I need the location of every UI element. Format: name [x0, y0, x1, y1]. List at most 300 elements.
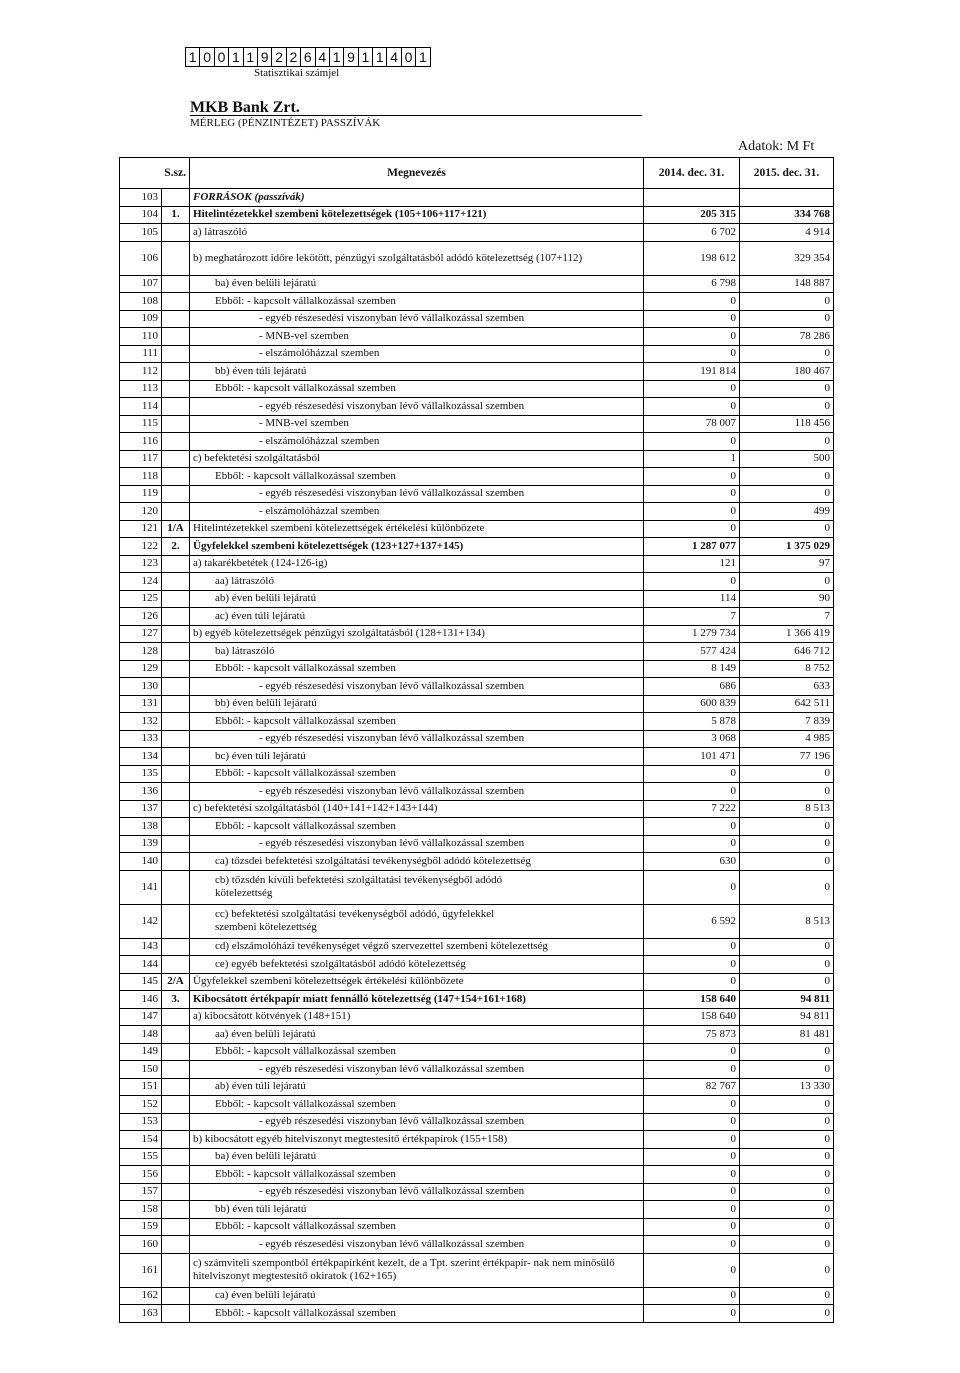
group-number — [162, 573, 190, 591]
row-label: - egyéb részesedési viszonyban lévő vállalkozással szemben — [259, 732, 525, 745]
group-number — [162, 730, 190, 748]
row-label: c) befektetési szolgáltatásból — [193, 452, 321, 465]
group-number — [162, 1305, 190, 1323]
row-number: 118 — [120, 468, 162, 486]
row-label-cell — [190, 520, 644, 538]
group-number — [162, 870, 190, 904]
row-number: 126 — [120, 608, 162, 626]
row-label-cell — [190, 1287, 644, 1305]
row-label-cell — [190, 1026, 644, 1044]
row-label-cell — [190, 1183, 644, 1201]
group-number — [162, 1061, 190, 1079]
table-row — [120, 433, 834, 451]
value-2014: 0 — [644, 1305, 740, 1323]
value-2014: 191 814 — [644, 363, 740, 381]
row-number: 134 — [120, 748, 162, 766]
row-label: aa) látraszóló — [215, 574, 274, 587]
row-label: cc) befektetési szolgáltatási tevékenységből adódó, ügyfelekkel szembeni kötelezettség — [215, 908, 495, 933]
row-label-cell — [190, 956, 644, 974]
table-row — [120, 1201, 834, 1219]
row-label-cell — [190, 991, 644, 1009]
row-number: 138 — [120, 818, 162, 836]
row-number: 141 — [120, 870, 162, 904]
value-2014: 0 — [644, 973, 740, 991]
statistical-number-label: Statisztikai számjel — [254, 67, 340, 79]
row-label-cell — [190, 415, 644, 433]
table-row — [120, 818, 834, 836]
value-2014: 0 — [644, 938, 740, 956]
table-row — [120, 573, 834, 591]
table-row — [120, 643, 834, 661]
stat-digit-box: 1 — [330, 48, 344, 66]
value-2015: 0 — [740, 573, 834, 591]
value-2014: 6 702 — [644, 224, 740, 242]
value-2014: 600 839 — [644, 695, 740, 713]
row-number: 123 — [120, 555, 162, 573]
value-2014: 0 — [644, 783, 740, 801]
value-2015: 646 712 — [740, 643, 834, 661]
row-label-cell — [190, 904, 644, 938]
row-number: 137 — [120, 800, 162, 818]
table-row — [120, 189, 834, 207]
table-row — [120, 973, 834, 991]
header-rule — [190, 115, 642, 116]
row-number: 156 — [120, 1166, 162, 1184]
group-number — [162, 1287, 190, 1305]
value-2015: 0 — [740, 485, 834, 503]
value-2014: 0 — [644, 485, 740, 503]
row-label: cd) elszámolóházi tevékenységet végző szervezettel szembeni kötelezettség — [215, 940, 548, 953]
row-label-cell — [190, 1218, 644, 1236]
column-header-sno: S.sz. — [120, 158, 190, 189]
value-2014: 0 — [644, 1096, 740, 1114]
table-row — [120, 503, 834, 521]
row-number: 163 — [120, 1305, 162, 1323]
value-2014: 0 — [644, 310, 740, 328]
column-header-2014: 2014. dec. 31. — [644, 158, 740, 189]
value-2014: 205 315 — [644, 206, 740, 224]
row-label-cell — [190, 590, 644, 608]
row-number: 136 — [120, 783, 162, 801]
table-row — [120, 765, 834, 783]
row-label-cell — [190, 783, 644, 801]
row-number: 139 — [120, 835, 162, 853]
row-number: 153 — [120, 1113, 162, 1131]
stat-digit-box: 2 — [272, 48, 286, 66]
value-2015: 633 — [740, 678, 834, 696]
row-number: 151 — [120, 1078, 162, 1096]
group-number — [162, 415, 190, 433]
table-row — [120, 1096, 834, 1114]
group-number — [162, 1166, 190, 1184]
value-2015: 0 — [740, 1131, 834, 1149]
row-number: 161 — [120, 1253, 162, 1287]
group-number — [162, 1113, 190, 1131]
value-2015: 8 513 — [740, 904, 834, 938]
value-2014: 5 878 — [644, 713, 740, 731]
value-2015: 77 196 — [740, 748, 834, 766]
stat-digit-box: 9 — [258, 48, 272, 66]
table-row — [120, 345, 834, 363]
row-label: ac) éven túli lejáratú — [215, 609, 306, 622]
row-number: 127 — [120, 625, 162, 643]
value-2014: 78 007 — [644, 415, 740, 433]
value-2014: 0 — [644, 573, 740, 591]
table-row — [120, 293, 834, 311]
value-2015: 0 — [740, 1113, 834, 1131]
column-header-2015: 2015. dec. 31. — [740, 158, 834, 189]
row-label: a) kibocsátott kötvények (148+151) — [193, 1010, 351, 1023]
row-label-cell — [190, 835, 644, 853]
row-label-cell — [190, 1096, 644, 1114]
row-number: 124 — [120, 573, 162, 591]
row-number: 125 — [120, 590, 162, 608]
value-2014: 0 — [644, 1043, 740, 1061]
table-row — [120, 520, 834, 538]
table-row — [120, 678, 834, 696]
table-row — [120, 1078, 834, 1096]
value-2015: 642 511 — [740, 695, 834, 713]
value-2015: 0 — [740, 956, 834, 974]
row-label-cell — [190, 555, 644, 573]
row-number: 117 — [120, 450, 162, 468]
value-2014: 0 — [644, 818, 740, 836]
value-2015: 0 — [740, 293, 834, 311]
value-2015: 94 811 — [740, 1008, 834, 1026]
value-2015: 0 — [740, 1201, 834, 1219]
row-label: FORRÁSOK (passzívák) — [193, 190, 305, 203]
row-label: Ebből: - kapcsolt vállalkozással szemben — [215, 382, 396, 395]
value-2015: 0 — [740, 1148, 834, 1166]
value-2014: 0 — [644, 956, 740, 974]
row-label: bb) éven belüli lejáratú — [215, 697, 317, 710]
row-number: 103 — [120, 189, 162, 207]
group-number — [162, 189, 190, 207]
row-number: 121 — [120, 520, 162, 538]
value-2015: 0 — [740, 433, 834, 451]
table-row — [120, 398, 834, 416]
group-number — [162, 1253, 190, 1287]
table-row — [120, 904, 834, 938]
value-2015: 0 — [740, 1183, 834, 1201]
group-number — [162, 1043, 190, 1061]
value-2014: 75 873 — [644, 1026, 740, 1044]
table-row — [120, 275, 834, 293]
group-number — [162, 363, 190, 381]
group-number — [162, 433, 190, 451]
row-label-cell — [190, 1201, 644, 1219]
row-label: a) takarékbetétek (124-126-ig) — [193, 557, 328, 570]
value-2015: 7 — [740, 608, 834, 626]
row-label-cell — [190, 328, 644, 346]
group-number — [162, 956, 190, 974]
table-row — [120, 538, 834, 556]
row-number: 114 — [120, 398, 162, 416]
value-2015: 1 366 419 — [740, 625, 834, 643]
value-2014: 0 — [644, 520, 740, 538]
value-2015: 90 — [740, 590, 834, 608]
value-2014: 3 068 — [644, 730, 740, 748]
table-row — [120, 206, 834, 224]
row-label: aa) éven belüli lejáratú — [215, 1027, 316, 1040]
stat-digit-box: 4 — [316, 48, 330, 66]
value-2015 — [740, 189, 834, 207]
value-2015: 0 — [740, 468, 834, 486]
row-number: 112 — [120, 363, 162, 381]
group-number — [162, 818, 190, 836]
group-number — [162, 1218, 190, 1236]
group-number: 3. — [162, 991, 190, 1009]
value-2015: 0 — [740, 783, 834, 801]
value-2015: 499 — [740, 503, 834, 521]
row-label-cell — [190, 380, 644, 398]
row-label: b) kibocsátott egyéb hitelviszonyt megtestesítő értékpapírok (155+158) — [193, 1132, 508, 1145]
row-label: bc) éven túli lejáratú — [215, 749, 306, 762]
group-number — [162, 904, 190, 938]
group-number — [162, 1131, 190, 1149]
stat-digit-box: 4 — [387, 48, 401, 66]
table-row — [120, 956, 834, 974]
row-label-cell — [190, 713, 644, 731]
row-label-cell — [190, 1131, 644, 1149]
row-label: Ebből: - kapcsolt vállalkozással szemben — [215, 1097, 396, 1110]
row-label: Kibocsátott értékpapír miatt fennálló kötelezettség (147+154+161+168) — [193, 992, 526, 1005]
table-row — [120, 695, 834, 713]
group-number — [162, 555, 190, 573]
row-number: 120 — [120, 503, 162, 521]
row-number: 135 — [120, 765, 162, 783]
table-row — [120, 241, 834, 275]
row-label: Ebből: - kapcsolt vállalkozással szemben — [215, 1220, 396, 1233]
row-number: 146 — [120, 991, 162, 1009]
group-number — [162, 1096, 190, 1114]
group-number — [162, 1026, 190, 1044]
row-label: Ügyfelekkel szembeni kötelezettségek értékelési különbözete — [193, 975, 464, 988]
value-2014: 0 — [644, 1061, 740, 1079]
value-2014: 0 — [644, 1148, 740, 1166]
value-2014: 1 287 077 — [644, 538, 740, 556]
table-row — [120, 991, 834, 1009]
row-label: ba) éven belüli lejáratú — [215, 1150, 317, 1163]
row-number: 131 — [120, 695, 162, 713]
value-2015: 1 375 029 — [740, 538, 834, 556]
row-label: b) meghatározott időre lekötött, pénzügyi szolgáltatásból adódó kötelezettség (107+112) — [193, 251, 583, 264]
value-2014: 0 — [644, 433, 740, 451]
balance-sheet-table — [119, 157, 834, 1323]
row-label-cell — [190, 765, 644, 783]
row-label-cell — [190, 818, 644, 836]
row-label-cell — [190, 189, 644, 207]
group-number — [162, 503, 190, 521]
group-number — [162, 398, 190, 416]
row-number: 115 — [120, 415, 162, 433]
value-2014: 0 — [644, 835, 740, 853]
table-row — [120, 380, 834, 398]
row-label: - egyéb részesedési viszonyban lévő vállalkozással szemben — [259, 1185, 525, 1198]
row-label: Ebből: - kapcsolt vállalkozással szemben — [215, 819, 396, 832]
row-label: ca) éven belüli lejáratú — [215, 1289, 316, 1302]
group-number — [162, 1008, 190, 1026]
row-label: - egyéb részesedési viszonyban lévő vállalkozással szemben — [259, 837, 525, 850]
stat-digit-box: 0 — [215, 48, 229, 66]
value-2014: 101 471 — [644, 748, 740, 766]
row-label: Ebből: - kapcsolt vállalkozással szemben — [215, 1306, 396, 1319]
row-label: ba) látraszóló — [215, 644, 275, 657]
value-2014: 0 — [644, 1253, 740, 1287]
group-number — [162, 450, 190, 468]
group-number — [162, 1078, 190, 1096]
table-row — [120, 555, 834, 573]
value-2015: 0 — [740, 938, 834, 956]
table-row — [120, 783, 834, 801]
value-2015: 0 — [740, 1096, 834, 1114]
table-row — [120, 870, 834, 904]
value-2014: 577 424 — [644, 643, 740, 661]
row-label: Ügyfelekkel szembeni kötelezettségek (123+127+137+145) — [193, 539, 464, 552]
group-number — [162, 1201, 190, 1219]
row-label-cell — [190, 973, 644, 991]
group-number — [162, 625, 190, 643]
value-2015: 0 — [740, 1236, 834, 1254]
table-row — [120, 328, 834, 346]
table-row — [120, 1113, 834, 1131]
row-label: - egyéb részesedési viszonyban lévő vállalkozással szemben — [259, 487, 525, 500]
value-2015: 0 — [740, 1061, 834, 1079]
value-2015: 0 — [740, 1287, 834, 1305]
row-label: c) számviteli szempontból értékpapírként kezelt, de a Tpt. szerint értékpapír- nak nem minősülő hitelviszonyt megtestesítő okiratok (162+165) — [193, 1257, 615, 1282]
value-2014: 0 — [644, 765, 740, 783]
row-number: 106 — [120, 241, 162, 275]
row-number: 145 — [120, 973, 162, 991]
row-number: 154 — [120, 1131, 162, 1149]
table-row — [120, 1183, 834, 1201]
row-label-cell — [190, 1078, 644, 1096]
row-label-cell — [190, 938, 644, 956]
value-2015: 334 768 — [740, 206, 834, 224]
table-row — [120, 853, 834, 871]
group-number — [162, 643, 190, 661]
row-label: - elszámolóházzal szemben — [259, 434, 380, 447]
row-number: 133 — [120, 730, 162, 748]
value-2014: 1 279 734 — [644, 625, 740, 643]
table-row — [120, 608, 834, 626]
row-label: - egyéb részesedési viszonyban lévő vállalkozással szemben — [259, 1062, 525, 1075]
row-label: - egyéb részesedési viszonyban lévő vállalkozással szemben — [259, 312, 525, 325]
value-2014: 0 — [644, 1201, 740, 1219]
value-2015: 0 — [740, 1218, 834, 1236]
table-row — [120, 730, 834, 748]
row-number: 159 — [120, 1218, 162, 1236]
value-2015: 8 513 — [740, 800, 834, 818]
group-number — [162, 1183, 190, 1201]
row-label-cell — [190, 573, 644, 591]
value-2014: 7 — [644, 608, 740, 626]
row-label-cell — [190, 206, 644, 224]
row-label-cell — [190, 224, 644, 242]
row-number: 147 — [120, 1008, 162, 1026]
value-2014: 0 — [644, 328, 740, 346]
group-number — [162, 678, 190, 696]
row-label: ba) éven belüli lejáratú — [215, 277, 317, 290]
row-label-cell — [190, 1253, 644, 1287]
group-number — [162, 485, 190, 503]
row-number: 140 — [120, 853, 162, 871]
row-label-cell — [190, 450, 644, 468]
table-row — [120, 748, 834, 766]
row-label-cell — [190, 1061, 644, 1079]
value-2015: 81 481 — [740, 1026, 834, 1044]
table-row — [120, 835, 834, 853]
unit-label: Adatok: M Ft — [738, 139, 815, 154]
table-row — [120, 938, 834, 956]
row-label: - MNB-vel szemben — [259, 329, 349, 342]
row-label: - egyéb részesedési viszonyban lévő vállalkozással szemben — [259, 399, 525, 412]
row-number: 109 — [120, 310, 162, 328]
group-number — [162, 660, 190, 678]
row-label-cell — [190, 468, 644, 486]
value-2014: 630 — [644, 853, 740, 871]
value-2014: 1 — [644, 450, 740, 468]
group-number — [162, 835, 190, 853]
group-number — [162, 224, 190, 242]
value-2015: 0 — [740, 853, 834, 871]
table-row — [120, 1008, 834, 1026]
row-label-cell — [190, 625, 644, 643]
group-number — [162, 748, 190, 766]
table-row — [120, 1061, 834, 1079]
value-2014: 686 — [644, 678, 740, 696]
group-number — [162, 468, 190, 486]
group-number — [162, 380, 190, 398]
row-label: Hitelintézetekkel szembeni kötelezettségek (105+106+117+121) — [193, 208, 487, 221]
row-label-cell — [190, 608, 644, 626]
group-number: 2. — [162, 538, 190, 556]
row-label-cell — [190, 1043, 644, 1061]
row-label: ca) tőzsdei befektetési szolgáltatási tevékenységből adódó kötelezettség — [215, 854, 531, 867]
table-row — [120, 1043, 834, 1061]
statistical-number-boxes — [185, 47, 431, 67]
value-2015: 0 — [740, 765, 834, 783]
group-number — [162, 275, 190, 293]
row-label: - egyéb részesedési viszonyban lévő vállalkozással szemben — [259, 679, 525, 692]
value-2014: 0 — [644, 1131, 740, 1149]
row-label: - egyéb részesedési viszonyban lévő vállalkozással szemben — [259, 1237, 525, 1250]
stat-digit-box: 1 — [373, 48, 387, 66]
group-number — [162, 783, 190, 801]
group-number — [162, 853, 190, 871]
stat-digit-box: 1 — [186, 48, 200, 66]
row-number: 150 — [120, 1061, 162, 1079]
value-2014: 0 — [644, 1287, 740, 1305]
value-2015: 78 286 — [740, 328, 834, 346]
value-2014: 0 — [644, 398, 740, 416]
group-number: 2/A — [162, 973, 190, 991]
row-number: 143 — [120, 938, 162, 956]
table-row — [120, 363, 834, 381]
value-2015: 97 — [740, 555, 834, 573]
table-row — [120, 713, 834, 731]
table-row — [120, 468, 834, 486]
table-row — [120, 1131, 834, 1149]
group-number — [162, 310, 190, 328]
value-2014: 82 767 — [644, 1078, 740, 1096]
row-label-cell — [190, 1305, 644, 1323]
table-row — [120, 1218, 834, 1236]
value-2015: 4 985 — [740, 730, 834, 748]
value-2015: 0 — [740, 835, 834, 853]
value-2014: 7 222 — [644, 800, 740, 818]
row-label-cell — [190, 1008, 644, 1026]
